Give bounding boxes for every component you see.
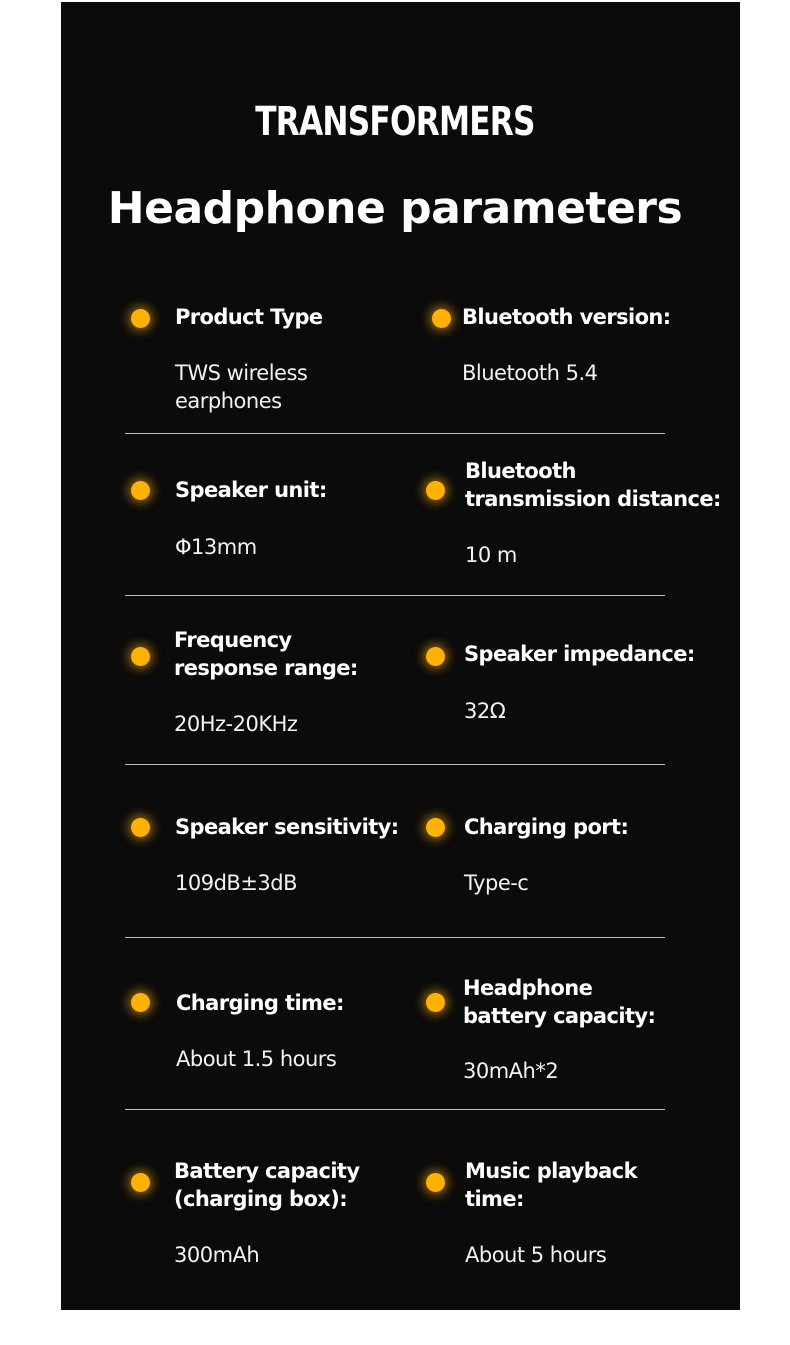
param-value-box-battery: 300mAh <box>174 1243 260 1267</box>
bullet-dot-icon <box>426 818 445 837</box>
page-title: Headphone parameters <box>107 183 683 234</box>
param-value-playback-time: About 5 hours <box>465 1243 607 1267</box>
bullet-dot-icon <box>131 993 150 1012</box>
param-label-headphone-battery: Headphone battery capacity: <box>463 976 656 1028</box>
brand-logo: TRANSFORMERS <box>255 99 535 145</box>
param-value-speaker-impedance: 32Ω <box>464 699 506 723</box>
param-value-frequency-response: 20Hz-20KHz <box>174 712 298 736</box>
bullet-dot-icon <box>131 647 150 666</box>
row-divider <box>125 595 665 596</box>
param-value-bluetooth-distance: 10 m <box>465 543 517 567</box>
param-label-product-type: Product Type <box>175 305 323 329</box>
param-value-speaker-unit: Φ13mm <box>175 535 257 559</box>
param-label-box-battery: Battery capacity (charging box): <box>174 1159 360 1211</box>
param-label-playback-time: Music playback time: <box>465 1159 637 1211</box>
param-label-speaker-unit: Speaker unit: <box>175 478 327 502</box>
bullet-dot-icon <box>131 309 150 328</box>
param-value-headphone-battery: 30mAh*2 <box>463 1059 559 1083</box>
bullet-dot-icon <box>426 481 445 500</box>
param-label-bluetooth-version: Bluetooth version: <box>462 305 671 329</box>
param-label-speaker-sensitivity: Speaker sensitivity: <box>175 815 399 839</box>
row-divider <box>125 433 665 434</box>
param-label-speaker-impedance: Speaker impedance: <box>464 642 695 666</box>
param-label-charging-time: Charging time: <box>176 991 344 1015</box>
param-label-frequency-response: Frequency response range: <box>174 628 358 680</box>
bullet-dot-icon <box>426 993 445 1012</box>
param-value-speaker-sensitivity: 109dB±3dB <box>175 871 298 895</box>
param-value-charging-port: Type-c <box>464 871 529 895</box>
bullet-dot-icon <box>426 1173 445 1192</box>
param-label-charging-port: Charging port: <box>464 815 629 839</box>
bullet-dot-icon <box>131 481 150 500</box>
param-value-bluetooth-version: Bluetooth 5.4 <box>462 361 598 385</box>
row-divider <box>125 764 665 765</box>
bullet-dot-icon <box>432 309 451 328</box>
param-value-charging-time: About 1.5 hours <box>176 1047 337 1071</box>
bullet-dot-icon <box>131 1173 150 1192</box>
row-divider <box>125 937 665 938</box>
param-label-bluetooth-distance: Bluetooth transmission distance: <box>465 459 721 511</box>
bullet-dot-icon <box>131 818 150 837</box>
param-value-product-type: TWS wireless earphones <box>175 361 308 413</box>
bullet-dot-icon <box>426 647 445 666</box>
row-divider <box>125 1109 665 1110</box>
